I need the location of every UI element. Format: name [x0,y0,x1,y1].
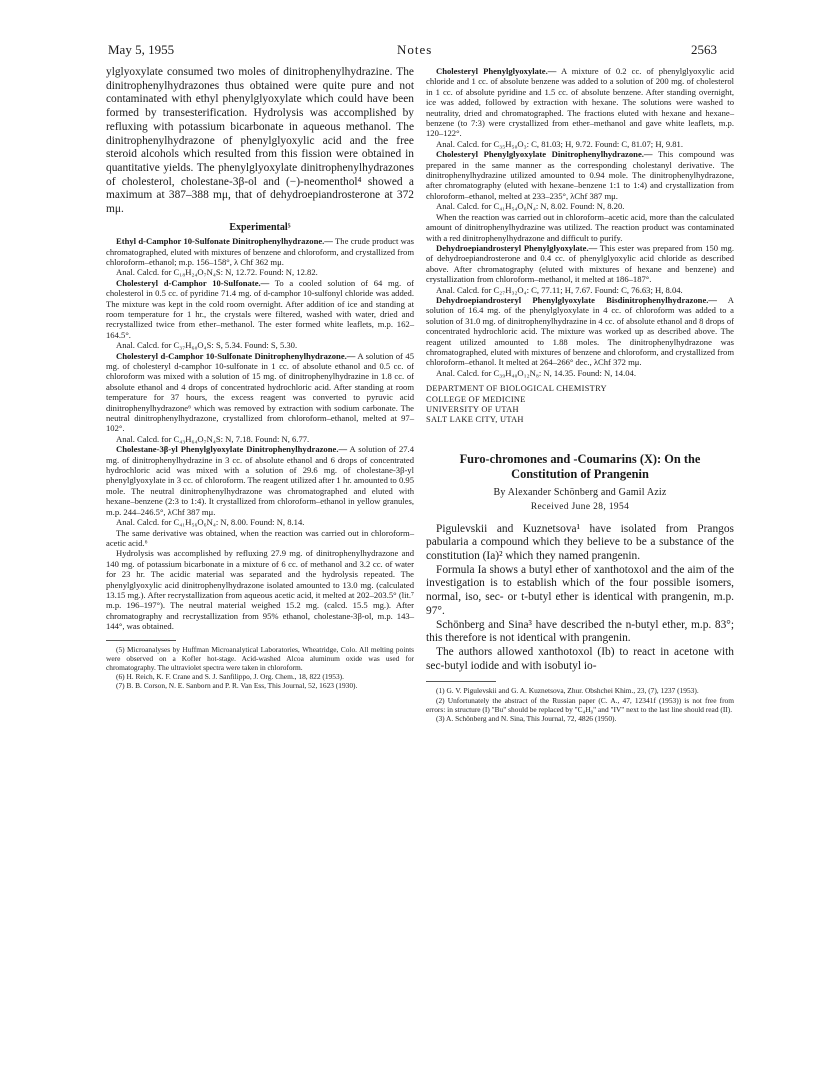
analysis-line: Anal. Calcd. for C₂₇H₃₂O₄: C, 77.11; H, 7.67. Found: C, 76.63; H, 8.04. [436,284,683,295]
footnotes [106,645,414,691]
procedure-paragraph [426,149,734,201]
header-section: Notes [397,42,433,57]
analysis-line: Anal. Calcd. for C₄₃H₆₄O₇N₄S: N, 7.18. Found: N, 6.77. [116,433,310,444]
procedure-text: A solution of 45 mg. of cholesteryl d-camphor 10-sulfonate in 1 cc. of absolute ethanol and 0.5 cc. of chloroform was mixed with a solution of 15 mg. of dinitrophenylhydrazine in 1.8 cc. of absolute ethanol and 4 drops of concentrated hydrochloric acid. After standing at room temperature for 37 hours, the excess reagent was converted to pyruvic acid dinitrophenylhydrazone⁶ which was removed by extraction with sodium carbonate. The neutral dinitrophenylhydrazone, crystallized from chloroform–ethanol, melted at 97–102°. [106,350,414,434]
address-line: COLLEGE OF MEDICINE [426,394,526,404]
footnote-divider [106,640,176,641]
procedure-heading: Cholestane-3β-yl Phenylglyoxylate Dinitrophenylhydrazone.— [116,444,348,455]
body-paragraph: The same derivative was obtained, when the reaction was carried out in chloroform–acetic acid.⁶ [106,527,414,548]
procedure-text: A solution of 16.4 mg. of the phenylglyoxylate in 4 cc. of chloroform was added to a solution of 31.0 mg. of dinitrophenylhydrazine in 4 cc. of absolute ethanol and 8 drops of concentrated hydrochloric acid. The mixture was worked up as described above. The reagent utilized amounted to 1.88 moles. The dinitrophenylhydrazone was chromatographed, eluted with mixtures of benzene and chloroform, and crystallized from chloroform–ethanol. It melted at 264–266° dec., λChf 372 mμ. [426,294,734,368]
procedure-paragraph [106,444,414,517]
procedure-paragraph [426,243,734,285]
left-column [106,66,414,691]
experimental-heading: Experimental⁵ [229,221,291,233]
procedure-text: A mixture of 0.2 cc. of phenylglyoxylic acid chloride and 1 cc. of absolute benzene was added to a solution of 200 mg. of cholesterol in 1 cc. of absolute pyridine and 1.5 cc. of absolute benzene. After standing overnight, ice was added, followed by extraction with hexane. The solutions were washed to neutrality, dried and chromatographed. The fractions eluted with hexane and hexane–benzene (to 7:3) were crystallized from ether–methanol and gave white leaflets, m.p. 120–122°. [426,66,734,139]
procedure-heading: Dehydroepiandrosteryl Phenylglyoxylate.— [436,242,598,253]
procedure-heading: Cholesteryl Phenylglyoxylate.— [436,66,557,76]
analysis-line: Anal. Calcd. for C₄₁H₅₆O₆N₄: N, 8.00. Found: N, 8.14. [116,517,305,528]
footnote-divider [426,681,496,682]
analysis-line: Anal. Calcd. for C₄₁H₅₄O₆N₄: N, 8.02. Found: N, 8.20. [436,201,625,212]
body-paragraph: Schönberg and Sina³ have described the n-butyl ether, m.p. 83°; this therefore is not identical with prangenin. [426,618,734,645]
footnote: (3) A. Schönberg and N. Sina, This Journal, 72, 4826 (1950). [436,713,617,723]
footnote: (1) G. V. Pigulevskii and G. A. Kuznetsova, Zhur. Obshchei Khim., 23, (7), 1237 (1953). [436,686,699,696]
author-address [426,384,734,426]
procedure-text: A solution of 27.4 mg. of dinitrophenylhydrazine in 3 cc. of absolute ethanol and 6 drops of concentrated hydrochloric acid was mixed with a solution of 29.6 mg. of cholestane-3β-yl phenylglyoxylate in 3 cc. of chloroform. The reagent utilized after 1 hr. amounted to 0.95 mole. The neutral dinitrophenylhydrazone was chromatographed and eluted with hexane–benzene (2:3 to 1:4). It crystallized from chloroform–ethanol in yellow granules, m.p. 244–246.5°, λChf 387 mμ. [106,444,414,517]
received-date: Received June 28, 1954 [530,502,630,513]
procedure-heading: Cholesteryl d-Camphor 10-Sulfonate.— [116,277,270,288]
procedure-heading: Cholesteryl d-Camphor 10-Sulfonate Dinitrophenylhydrazone.— [116,350,356,361]
body-paragraph: Formula Ia shows a butyl ether of xanthotoxol and the aim of the investigation is to establish which of the four possible isomers, normal, iso, sec- or t-butyl ether is identical with prangenin, m.p. 97°. [426,563,734,617]
footnote: (7) B. B. Corson, N. E. Sanborn and P. R. Van Ess, This Journal, 52, 1623 (1930). [116,681,358,691]
body-paragraph: The authors allowed xanthotoxol (Ib) to react in acetone with sec-butyl iodide and with isobutyl io- [426,645,734,672]
footnote: (5) Microanalyses by Huffman Microanalytical Laboratories, Wheatridge, Colo. All melting points were observed on a Kofler hot-stage. Acid-washed Alcoa aluminum oxide was used for chromatography. The ultraviolet spectra were taken in chloroform. [106,644,414,672]
footnotes [426,686,734,723]
footnote: (2) Unfortunately the abstract of the Russian paper (C. A., 47, 12341f (1953)) is not free from errors: in structure (I) "Bu" should be replaced by "C₄H₉" and "IV" next to the last line should read (II). [426,695,734,714]
footnote: (6) H. Reich, K. F. Crane and S. J. Sanfilippo, J. Org. Chem., 18, 822 (1953). [116,672,344,682]
procedure-text: This ester was prepared from 150 mg. of dehydroepiandrosterone and 0.4 cc. of phenylglyoxylic acid chloride as described above. After chromatography (eluted with mixtures of hexane and benzene) and crystallization from chloroform–methanol, it melted at 186–187°. [426,242,734,285]
procedure-heading: Dehydroepiandrosteryl Phenylglyoxylate Bisdinitrophenylhydrazone.— [436,294,718,305]
procedure-paragraph [106,351,414,434]
address-line: SALT LAKE CITY, UTAH [426,415,524,425]
procedure-paragraph [426,66,734,139]
procedure-heading: Cholesteryl Phenylglyoxylate Dinitrophenylhydrazone.— [436,149,653,160]
procedure-paragraph [106,236,414,267]
analysis-line: Anal. Calcd. for C₃₉H₄₀O₁₂N₈: N, 14.35. Found: N, 14.04. [436,367,636,378]
header-date: May 5, 1955 [108,42,175,57]
address-line: DEPARTMENT OF BIOLOGICAL CHEMISTRY [426,384,607,394]
analysis-line: Anal. Calcd. for C₃₇H₆₀O₄S: S, 5.34. Found: S, 5.30. [116,340,298,351]
analysis-line: Anal. Calcd. for C₁₈H₂₄O₇N₄S: N, 12.72. Found: N, 12.82. [116,267,318,278]
header-page-number: 2563 [691,42,717,57]
body-paragraph: When the reaction was carried out in chloroform–acetic acid, more than the calculated amount of dinitrophenylhydrazine was utilized. The reaction product was contaminated with a red dinitrophenylhydrazone and difficult to purify. [426,211,734,243]
article-title: Furo-chromones and -Coumarins (X): On the Constitution of Prangenin [459,451,701,481]
procedure-text: The crude product was chromatographed, eluted with mixtures of benzene and chloroform, and crystallized from chloroform–ethanol; m.p. 156–158°, λ Chf 362 mμ. [106,236,414,267]
procedure-paragraph [106,278,414,340]
procedure-text: This compound was prepared in the same manner as the corresponding cholestanyl derivative. The dinitrophenylhydrazine utilized amounted to 0.94 mole. The dinitrophenylhydrazone, after chromatography (eluted with hexane–benzene 1:1 to 1:4) and crystallization from chloroform–ethanol, melted at 233–235°, λChf 387 mμ. [426,149,734,201]
procedure-paragraph [426,295,734,368]
article-authors: By Alexander Schönberg and Gamil Aziz [493,486,667,498]
procedure-heading: Ethyl d-Camphor 10-Sulfonate Dinitrophenylhydrazone.— [116,236,333,247]
article-title-block [426,452,734,513]
address-line: UNIVERSITY OF UTAH [426,405,519,414]
body-paragraph: Hydrolysis was accomplished by refluxing 27.9 mg. of dinitrophenylhydrazone and 140 mg. of potassium bicarbonate in a mixture of 6 cc. of methanol and 3.2 cc. of water for 23 hr. The acidic material was separated and the hydrolysis repeated. The phenylglyoxylic acid dinitrophenylhydrazone isolated amounted to 13.0 mg. (calculated 13.15 mg.). After recrystallization from aqueous acetic acid, it melted at 202–203.5° (lit.⁷ m.p. 196–197°). The neutral material weighed 15.2 mg. (calcd. 15.5 mg.). After chromatography and recrystallization from 95% ethanol, cholestane-3β-ol, m.p. 143–144°, was obtained. [106,548,414,632]
intro-paragraph: ylglyoxylate consumed two moles of dinitrophenylhydrazine. The dinitrophenylhydrazones thus obtained were quite pure and not contaminated with ethyl phenylglyoxylate which could have been formed by transesterification. Hydrolysis was accomplished by refluxing with potassium bicarbonate in aqueous methanol. The dinitrophenylhydrazone of phenylglyoxylic acid and the free steroid alcohols which resulted from this fission were obtained in quantitative yields. The phenylglyoxylate dinitrophenylhydrazones of cholesterol, cholestane-3β-ol and (−)-neomenthol⁴ showed a maximum at 387–388 mμ, that of dehydroepiandrosterone at 372 mμ. [106,66,414,216]
article-body [426,523,734,674]
body-paragraph: Pigulevskii and Kuznetsova¹ have isolated from Prangos pabularia a compound which they believe to be a substance of the constitution (Ia)² which they named prangenin. [426,522,734,563]
analysis-line: Anal. Calcd. for C₃₅H₅₀O₃: C, 81.03; H, 9.72. Found: C, 81.07; H, 9.81. [436,138,684,149]
procedure-text: To a cooled solution of 64 mg. of cholesterol in 0.5 cc. of pyridine 71.4 mg. of d-camphor 10-sulfonyl chloride was added. The mixture was kept in the cold room overnight. After addition of ice and standing at room temperature for 1 hr., the crystals were filtered, washed with water, dried and recrystallized twice from ether–methanol. The ester formed white leaflets, m.p. 162–164.5°. [106,277,414,340]
right-column [426,66,734,723]
